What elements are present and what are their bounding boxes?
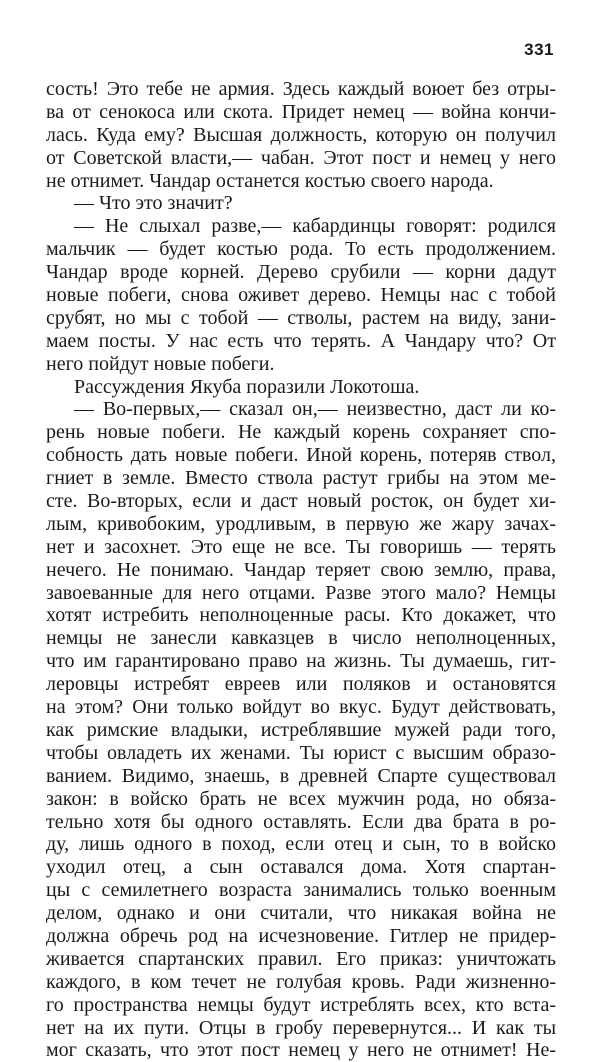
- text-line: как римские владыки, истреблявшие мужей ради того,: [46, 718, 556, 741]
- text-line: нечего. Не понимаю. Чандар теряет свою землю, права,: [46, 558, 556, 581]
- text-line: — Во-первых,— сказал он,— неизвестно, даст ли ко-: [74, 398, 556, 421]
- text-line: срубят, но мы с тобой — стволы, растем на виду, зани-: [46, 306, 556, 329]
- text-line: завоеванные для него отцами. Разве этого мало? Немцы: [46, 581, 556, 604]
- text-line: сте. Во-вторых, если и даст новый росток, он будет хи-: [46, 490, 556, 513]
- text-line: цы с семилетнего возраста занимались только военным: [46, 879, 556, 902]
- text-line: мог сказать, что этот пост немец у него не отнимет! Не-: [46, 1039, 556, 1062]
- text-line: го пространства немцы будут истреблять всех, кто вста-: [46, 993, 556, 1016]
- text-line: сость! Это тебе не армия. Здесь каждый воюет без отры-: [46, 78, 556, 100]
- text-line: каждого, в ком течет не голубая кровь. Ради жизненно-: [46, 970, 556, 993]
- body-text: [46, 78, 556, 1062]
- text-line: живается спартанских правил. Его приказ: уничтожать: [46, 947, 556, 970]
- text-line: Рассуждения Якуба поразили Локотоша.: [74, 375, 420, 398]
- text-line: нет и засохнет. Это еще не все. Ты говоришь — терять: [46, 535, 556, 558]
- text-line: — Что это значит?: [74, 192, 233, 215]
- text-line: хотят истребить неполноценные расы. Кто докажет, что: [46, 604, 556, 627]
- text-line: немцы не занесли кавказцев в число неполноценных,: [46, 627, 556, 650]
- text-line: гниет в земле. Вместо ствола растут грибы на этом ме-: [46, 467, 556, 490]
- text-line: делом, однако и они считали, что никакая война не: [46, 902, 556, 925]
- text-line: рень новые побеги. Не каждый корень сохраняет спо-: [46, 421, 556, 444]
- text-line: — Не слыхал разве,— кабардинцы говорят: родился: [74, 215, 556, 238]
- text-line: Чандар вроде корней. Дерево срубили — корни дадут: [46, 261, 556, 284]
- text-line: закон: в войско брать не всех мужчин рода, но обяза-: [46, 787, 556, 810]
- text-line: собность дать новые побеги. Иной корень, потеряв ствол,: [46, 444, 556, 467]
- text-line: мальчик — будет костью рода. То есть продолжением.: [46, 238, 556, 261]
- text-line: лым, кривобоким, уродливым, в первую же жару зачах-: [46, 512, 556, 535]
- text-line: тельно хотя бы одного оставлять. Если два брата в ро-: [46, 810, 556, 833]
- text-line: ванием. Видимо, знаешь, в древней Спарте существовал: [46, 764, 556, 787]
- text-line: него пойдут новые побеги.: [46, 352, 275, 375]
- text-line: от Советской власти,— чабан. Этот пост и немец у него: [46, 146, 556, 169]
- page-number: 331: [524, 40, 554, 59]
- text-line: чтобы овладеть их женами. Ты юрист с высшим образо-: [46, 741, 556, 764]
- text-line: уходил отец, а сын оставался дома. Хотя спартан-: [46, 856, 556, 879]
- text-line: нет на их пути. Отцы в гробу перевернутся... И как ты: [46, 1016, 556, 1039]
- text-line: должна обречь род на исчезновение. Гитлер не придер-: [46, 924, 556, 947]
- text-line: что им гарантировано право на жизнь. Ты думаешь, гит-: [46, 650, 556, 673]
- text-line: на этом? Они только войдут во вкус. Будут действовать,: [46, 696, 556, 719]
- text-line: ва от сенокоса или скота. Придет немец — война кончи-: [46, 100, 556, 123]
- text-line: леровцы истребят евреев или поляков и остановятся: [46, 673, 556, 696]
- text-line: лась. Куда ему? Высшая должность, которую он получил: [46, 123, 556, 146]
- text-line: ду, лишь одного в поход, если отец и сын, то в войско: [46, 833, 556, 856]
- text-line: маем посты. У нас есть что терять. А Чандару что? От: [46, 329, 556, 352]
- text-line: новые побеги, снова оживет дерево. Немцы нас с тобой: [46, 284, 556, 307]
- text-line: не отнимет. Чандар останется костью своего народа.: [46, 169, 494, 192]
